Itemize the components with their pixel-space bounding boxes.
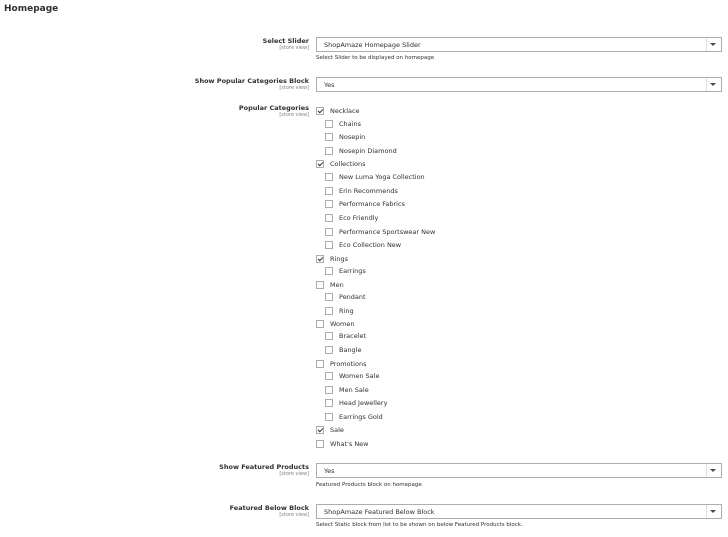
category-option[interactable] [325,132,365,142]
category-checkbox[interactable] [316,107,324,115]
category-label: Collections [330,160,366,168]
featured-below-block-value: ShopAmaze Featured Below Block [324,508,435,516]
popular-categories-label: Popular Categories [238,104,309,112]
category-checkbox[interactable] [316,320,324,328]
category-option[interactable] [325,371,379,381]
category-option[interactable] [316,280,344,290]
category-label: Bracelet [339,332,367,340]
category-label: Pendant [339,293,366,301]
category-label: Ring [339,307,354,315]
category-label: Necklace [330,107,360,115]
show-featured-products-value: Yes [324,467,335,475]
category-label: Men [330,281,344,289]
category-option[interactable] [325,266,366,276]
category-checkbox[interactable] [325,386,333,394]
category-checkbox[interactable] [325,120,333,128]
category-label: New Luma Yoga Collection [339,173,425,181]
category-option[interactable] [325,306,354,316]
category-label: Bangle [339,346,362,354]
select-slider-label: Select Slider [262,37,309,45]
scope-label: [store view] [279,512,309,518]
chevron-down-icon [710,43,716,46]
category-checkbox[interactable] [316,440,324,448]
category-checkbox[interactable] [316,281,324,289]
category-checkbox[interactable] [325,147,333,155]
category-label: Rings [330,255,348,263]
show-featured-products-dropdown[interactable] [316,463,722,478]
category-option[interactable] [316,425,344,435]
scope-label: [store view] [279,85,309,91]
category-label: Earrings [339,267,366,275]
category-label: Women [330,320,355,328]
featured-below-block-dropdown[interactable] [316,504,722,519]
show-popular-categories-dropdown[interactable] [316,77,722,92]
category-option[interactable] [316,319,354,329]
category-checkbox[interactable] [325,241,333,249]
category-option[interactable] [316,159,366,169]
select-slider-value: ShopAmaze Homepage Slider [324,41,421,49]
category-checkbox[interactable] [325,214,333,222]
category-checkbox[interactable] [325,133,333,141]
select-slider-note: Select Slider to be displayed on homepage [316,55,435,61]
scope-label: [store view] [279,45,309,51]
category-checkbox[interactable] [316,360,324,368]
select-slider-label-group [59,37,309,51]
category-checkbox[interactable] [316,426,324,434]
category-option[interactable] [316,106,360,116]
category-checkbox[interactable] [325,307,333,315]
popular-categories-label-group [59,104,309,118]
category-label: Head Jewellery [339,399,388,407]
category-option[interactable] [316,254,348,264]
scope-label: [store view] [279,471,309,477]
category-label: Earrings Gold [339,413,383,421]
category-option[interactable] [325,240,401,250]
chevron-down-icon [710,469,716,472]
scope-label: [store view] [279,112,309,118]
category-checkbox[interactable] [325,228,333,236]
featured-below-block-label-group [59,504,309,518]
category-option[interactable] [325,172,425,182]
select-slider-dropdown[interactable] [316,37,722,52]
category-label: Men Sale [339,386,369,394]
category-option[interactable] [325,199,405,209]
chevron-down-icon [710,83,716,86]
category-label: What's New [330,440,369,448]
category-option[interactable] [316,439,369,449]
show-popular-categories-value: Yes [324,81,335,89]
category-label: Eco Collection New [339,241,402,249]
featured-below-block-note: Select Static block from list to be shown on below Featured Products block. [316,522,523,528]
show-popular-categories-label-group [59,77,309,91]
category-checkbox[interactable] [325,346,333,354]
category-checkbox[interactable] [325,187,333,195]
category-option[interactable] [325,119,361,129]
section-title: Homepage [4,4,59,14]
category-checkbox[interactable] [325,267,333,275]
category-label: Women Sale [339,372,380,380]
category-label: Nosepin Diamond [339,147,397,155]
category-label: Sale [330,426,344,434]
category-option[interactable] [325,292,366,302]
category-option[interactable] [325,331,366,341]
category-option[interactable] [325,412,383,422]
category-option[interactable] [316,359,366,369]
category-label: Erin Recommends [339,187,398,195]
category-option[interactable] [325,227,435,237]
category-option[interactable] [325,385,369,395]
category-checkbox[interactable] [325,293,333,301]
category-label: Promotions [330,360,367,368]
show-featured-products-label-group [59,463,309,477]
category-label: Chains [339,120,361,128]
category-option[interactable] [325,345,362,355]
category-checkbox[interactable] [325,399,333,407]
category-checkbox[interactable] [325,413,333,421]
category-option[interactable] [325,398,387,408]
chevron-down-icon [710,510,716,513]
category-checkbox[interactable] [325,173,333,181]
category-label: Performance Sportswear New [339,228,436,236]
show-featured-products-label: Show Featured Products [219,463,309,471]
category-option[interactable] [325,146,397,156]
category-checkbox[interactable] [316,160,324,168]
category-label: Performance Fabrics [339,200,405,208]
category-checkbox[interactable] [325,332,333,340]
show-popular-categories-label: Show Popular Categories Block [194,77,309,85]
category-checkbox[interactable] [325,200,333,208]
category-checkbox[interactable] [325,372,333,380]
show-featured-products-note: Featured Products block on homepage [316,482,422,488]
category-option[interactable] [325,186,398,196]
category-label: Nosepin [339,133,366,141]
category-label: Eco Friendly [339,214,379,222]
featured-below-block-label: Featured Below Block [229,504,309,512]
category-option[interactable] [325,213,378,223]
category-checkbox[interactable] [316,255,324,263]
